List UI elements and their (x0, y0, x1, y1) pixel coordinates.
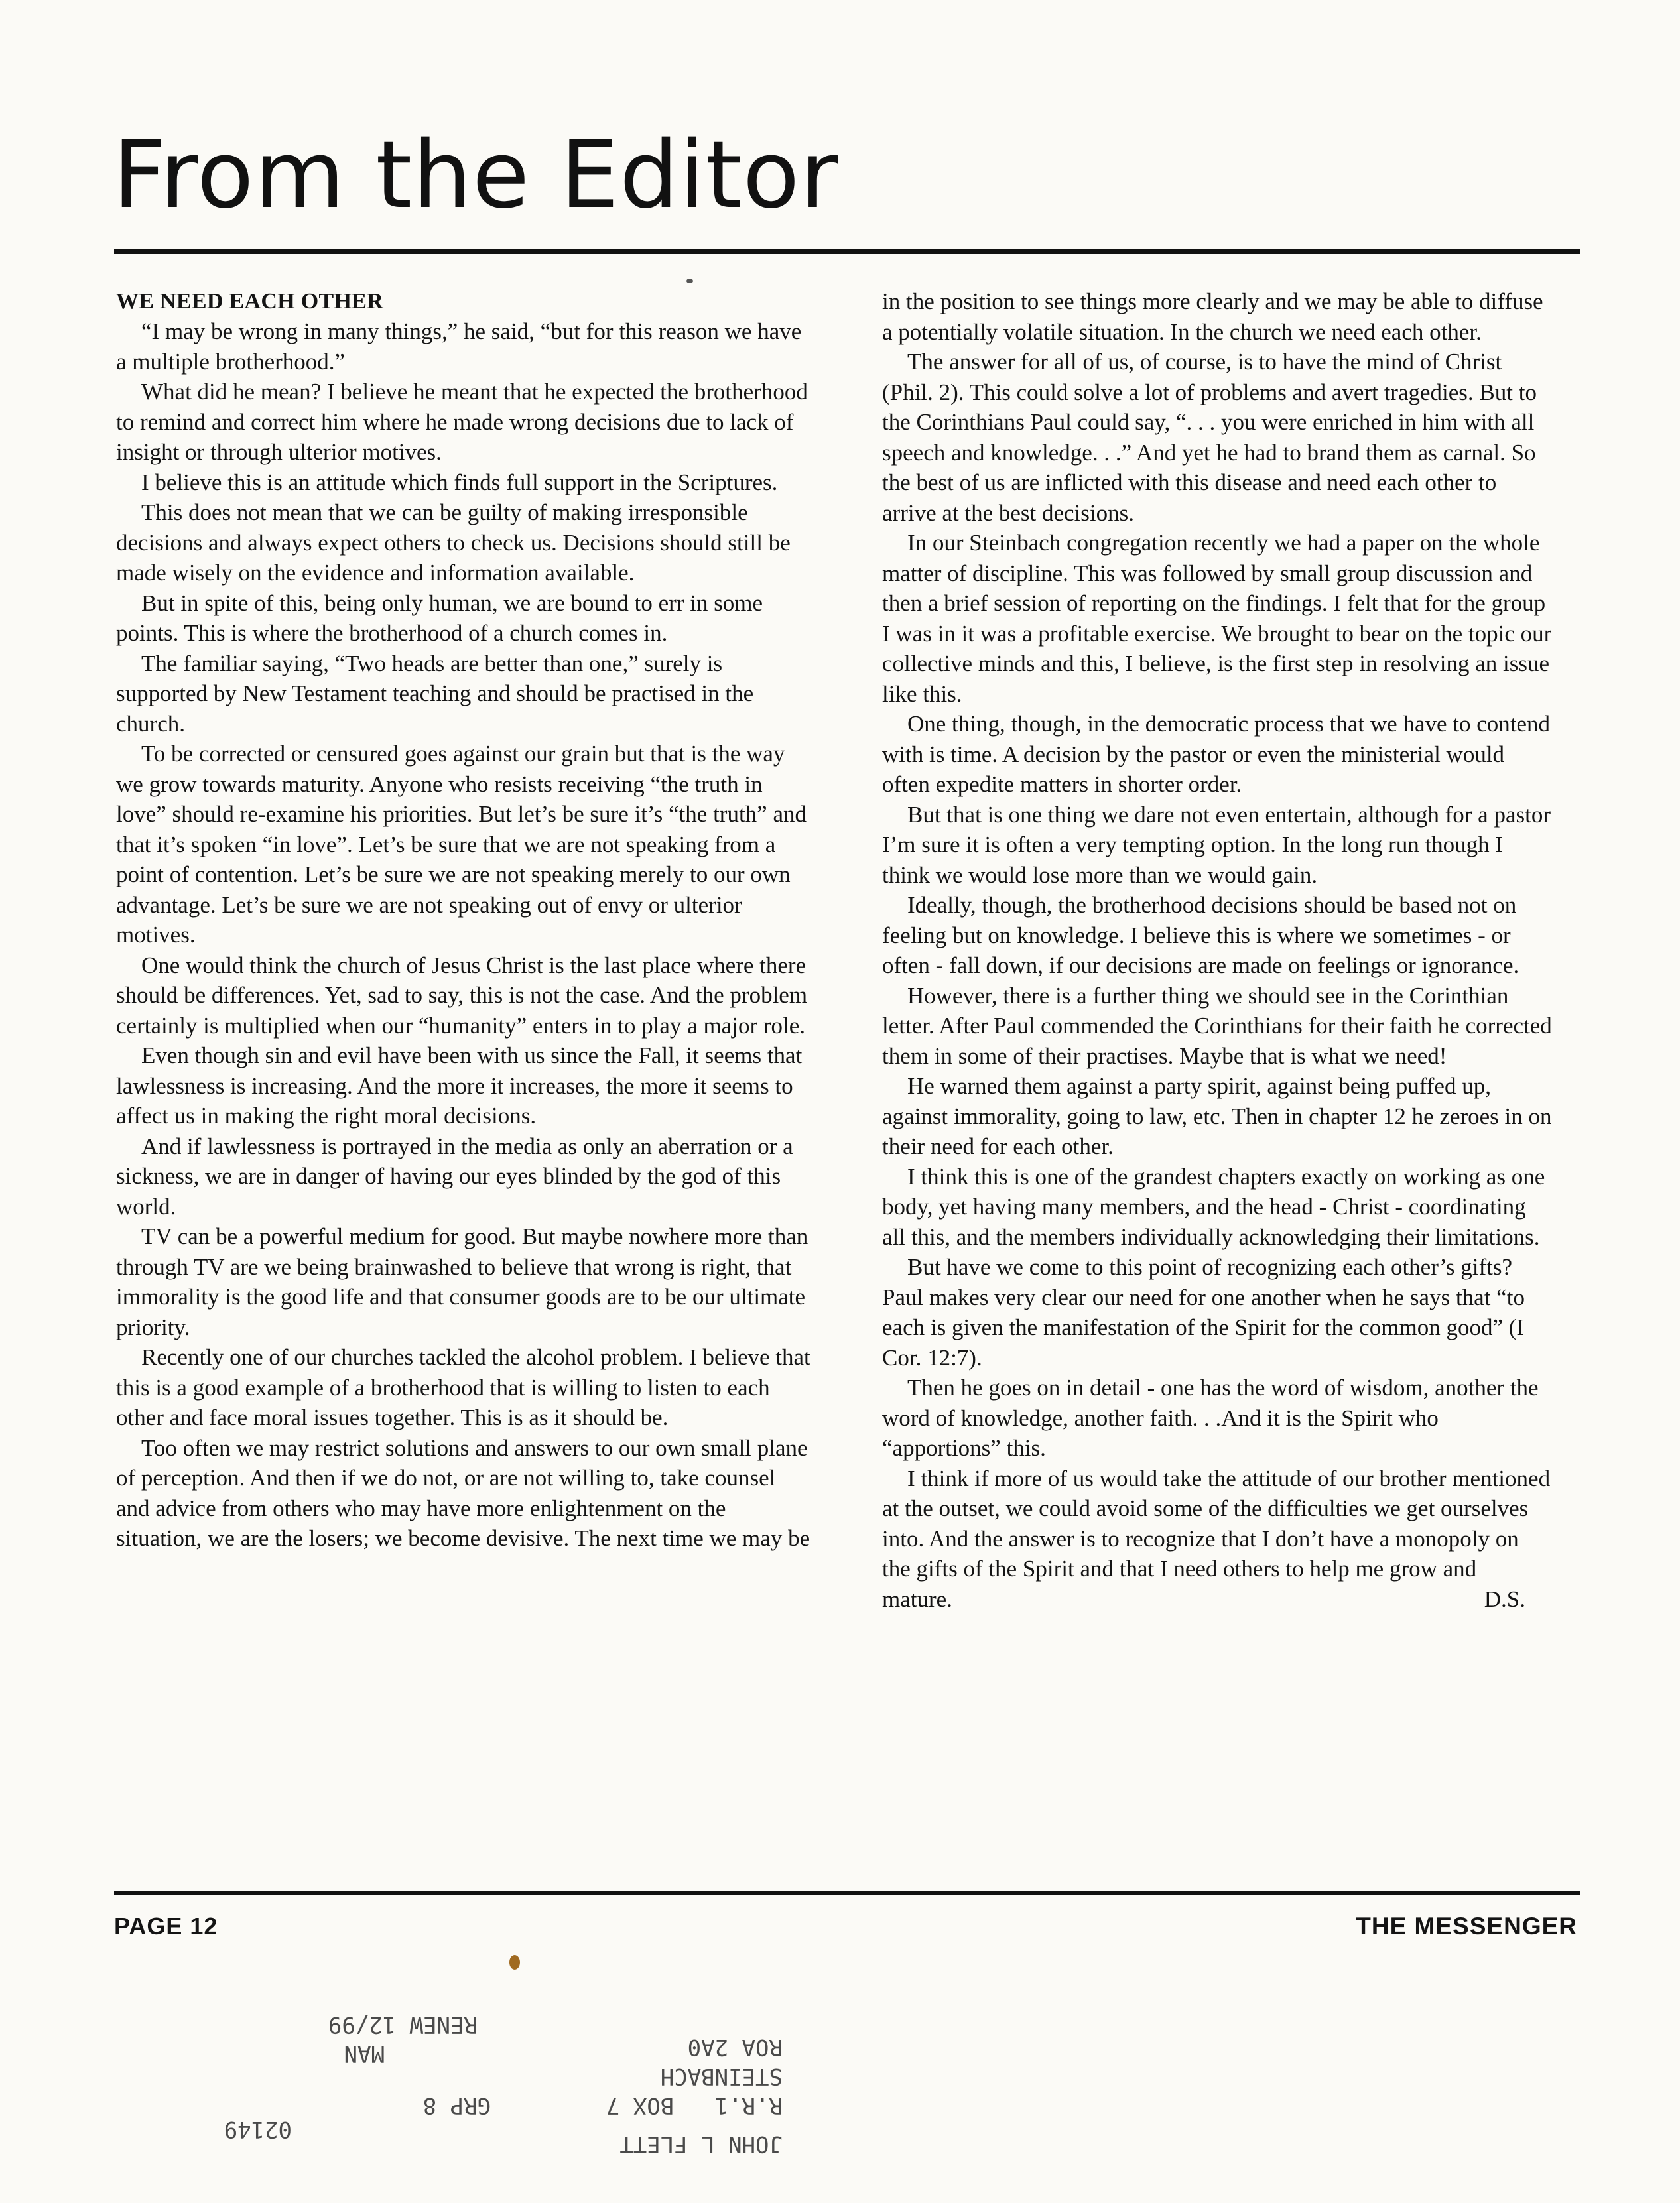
paragraph: “I may be wrong in many things,” he said, “but for this reason we have a multiple brotherhood.” (116, 318, 802, 375)
label-name-line: JOHN L FLETT (619, 2131, 783, 2157)
article-column-left (116, 286, 812, 1554)
page-number: PAGE 12 (114, 1913, 218, 1940)
print-speck (686, 279, 693, 283)
paragraph: One thing, though, in the democratic process that we have to contend with is time. A decision by the pastor or even the ministerial would often expedite matters in shorter order. (882, 711, 1551, 797)
paragraph: To be corrected or censured goes against our grain but that is the way we grow towards maturity. Anyone who resists receiving “the truth in love” should re-examine his priorities. But let’s be sure it’s “the truth” and that it’s spoken “in love”. Let’s be sure that we are not speaking from a point of contention. Let’s be sure we are not speaking merely to our own advantage. Let’s be sure we are not speaking out of envy or ulterior motives. (116, 741, 807, 948)
article-column-right (882, 286, 1552, 1614)
article-heading: WE NEED EACH OTHER (116, 289, 384, 314)
label-group-code: GRP 8 (422, 2092, 491, 2119)
paragraph: But have we come to this point of recognizing each other’s gifts? Paul makes very clear our need for one another when he says that “to each is given the manifestation of the Spirit for the common good” (I Cor. 12:7). (882, 1254, 1525, 1371)
label-province: MAN (344, 2041, 385, 2067)
paragraph: TV can be a powerful medium for good. But maybe nowhere more than through TV are we being brainwashed to believe that wrong is right, that immorality is the good life and that consumer goods are to be our ultimate priority. (116, 1224, 808, 1340)
label-renewal: RENEW 12/99 (328, 2011, 478, 2038)
paragraph-text: I think if more of us would take the attitude of our brother mentioned at the outset, we could avoid some of the difficulties we get ourselves into. And the answer is to recognize that I don’t have a monopoly on the gifts of the Spirit and that I need others to help me grow and mature. (882, 1465, 1551, 1612)
page-title: From the Editor (113, 121, 839, 229)
title-divider (114, 249, 1580, 254)
paragraph: Even though sin and evil have been with us since the Fall, it seems that lawlessness is increasing. And the more it increases, the more it seems to affect us in making the right moral decisions. (116, 1042, 803, 1129)
paragraph: He warned them against a party spirit, against being puffed up, against immorality, going to law, etc. Then in chapter 12 he zeroes in on their need for each other. (882, 1073, 1552, 1159)
mailing-label (146, 1986, 809, 2159)
paragraph: The familiar saying, “Two heads are better than one,” surely is supported by New Testament teaching and should be practised in the church. (116, 650, 754, 737)
paragraph: What did he mean? I believe he meant that he expected the brotherhood to remind and correct him where he made wrong decisions due to lack of insight or through ulterior motives. (116, 379, 808, 465)
paragraph: And if lawlessness is portrayed in the media as only an aberration or a sickness, we are in danger of having our eyes blinded by the god of this world. (116, 1133, 793, 1220)
paragraph-final (882, 1464, 1552, 1615)
paragraph: Then he goes on in detail - one has the word of wisdom, another the word of knowledge, another faith. . .And it is the Spirit who “apportions” this. (882, 1375, 1539, 1461)
paragraph: I believe this is an attitude which finds full support in the Scriptures. (141, 469, 778, 495)
paragraph: But that is one thing we dare not even entertain, although for a pastor I’m sure it is often a very tempting option. In the long run though I think we would lose more than we would gain. (882, 801, 1551, 888)
editor-signature: D.S. (1484, 1586, 1525, 1612)
paragraph-continuation: in the position to see things more clearly and we may be able to diffuse a potentially volatile situation. In the church we need each other. (882, 288, 1543, 345)
paragraph: But in spite of this, being only human, we are bound to err in some points. This is where the brotherhood of a church comes in. (116, 590, 763, 646)
publication-name: THE MESSENGER (1356, 1913, 1577, 1940)
paragraph: Recently one of our churches tackled the alcohol problem. I believe that this is a good example of a brotherhood that is willing to listen to each other and face moral issues together. This is as it should be. (116, 1344, 810, 1430)
paragraph: Too often we may restrict solutions and answers to our own small plane of perception. And then if we do not, or are not willing to, take counsel and advice from others who may have more enlightenment on the situation, we are the losers; we become devisive. The next time we may be (116, 1434, 810, 1551)
ink-spot (509, 1955, 520, 1970)
paragraph: Ideally, though, the brotherhood decisions should be based not on feeling but on knowledge. I believe this is where we sometimes - or often - fall down, if our decisions are made on feelings or ignorance. (882, 892, 1519, 978)
paragraph: The answer for all of us, of course, is to have the mind of Christ (Phil. 2). This could solve a lot of problems and avert tragedies. But to the Corinthians Paul could say, “. . . you were enriched in him with all speech and knowledge. . .” And yet he had to brand them as carnal. So the best of us are inflicted with this disease and need each other to arrive at the best decisions. (882, 349, 1537, 526)
paragraph: This does not mean that we can be guilty of making irresponsible decisions and always expect others to check us. Decisions should still be made wisely on the evidence and information available. (116, 499, 791, 586)
paragraph: I think this is one of the grandest chapters exactly on working as one body, yet having many members, and the head - Christ - coordinating all this, and the members individually acknowledging their limitations. (882, 1163, 1545, 1250)
label-postal-code: ROA 2A0 (687, 2034, 783, 2060)
footer-divider (114, 1891, 1580, 1895)
label-route-line: R.R.1 BOX 7 (606, 2092, 783, 2119)
paragraph: One would think the church of Jesus Christ is the last place where there should be differences. Yet, sad to say, this is not the case. And the problem certainly is multiplied when our “humanity” enters in to play a major role. (116, 952, 808, 1039)
paragraph: In our Steinbach congregation recently we had a paper on the whole matter of discipline. This was followed by small group discussion and then a brief session of reporting on the findings. I felt that for the group I was in it was a profitable exercise. We brought to bear on the topic our collective minds and this, I believe, is the first step in resolving an issue like this. (882, 530, 1552, 707)
label-town-line: STEINBACH (660, 2063, 783, 2090)
paragraph: However, there is a further thing we should see in the Corinthian letter. After Paul commended the Corinthians for their faith he corrected them in some of their practises. Maybe that is what we need! (882, 982, 1552, 1069)
label-account-number: 02149 (224, 2116, 292, 2143)
